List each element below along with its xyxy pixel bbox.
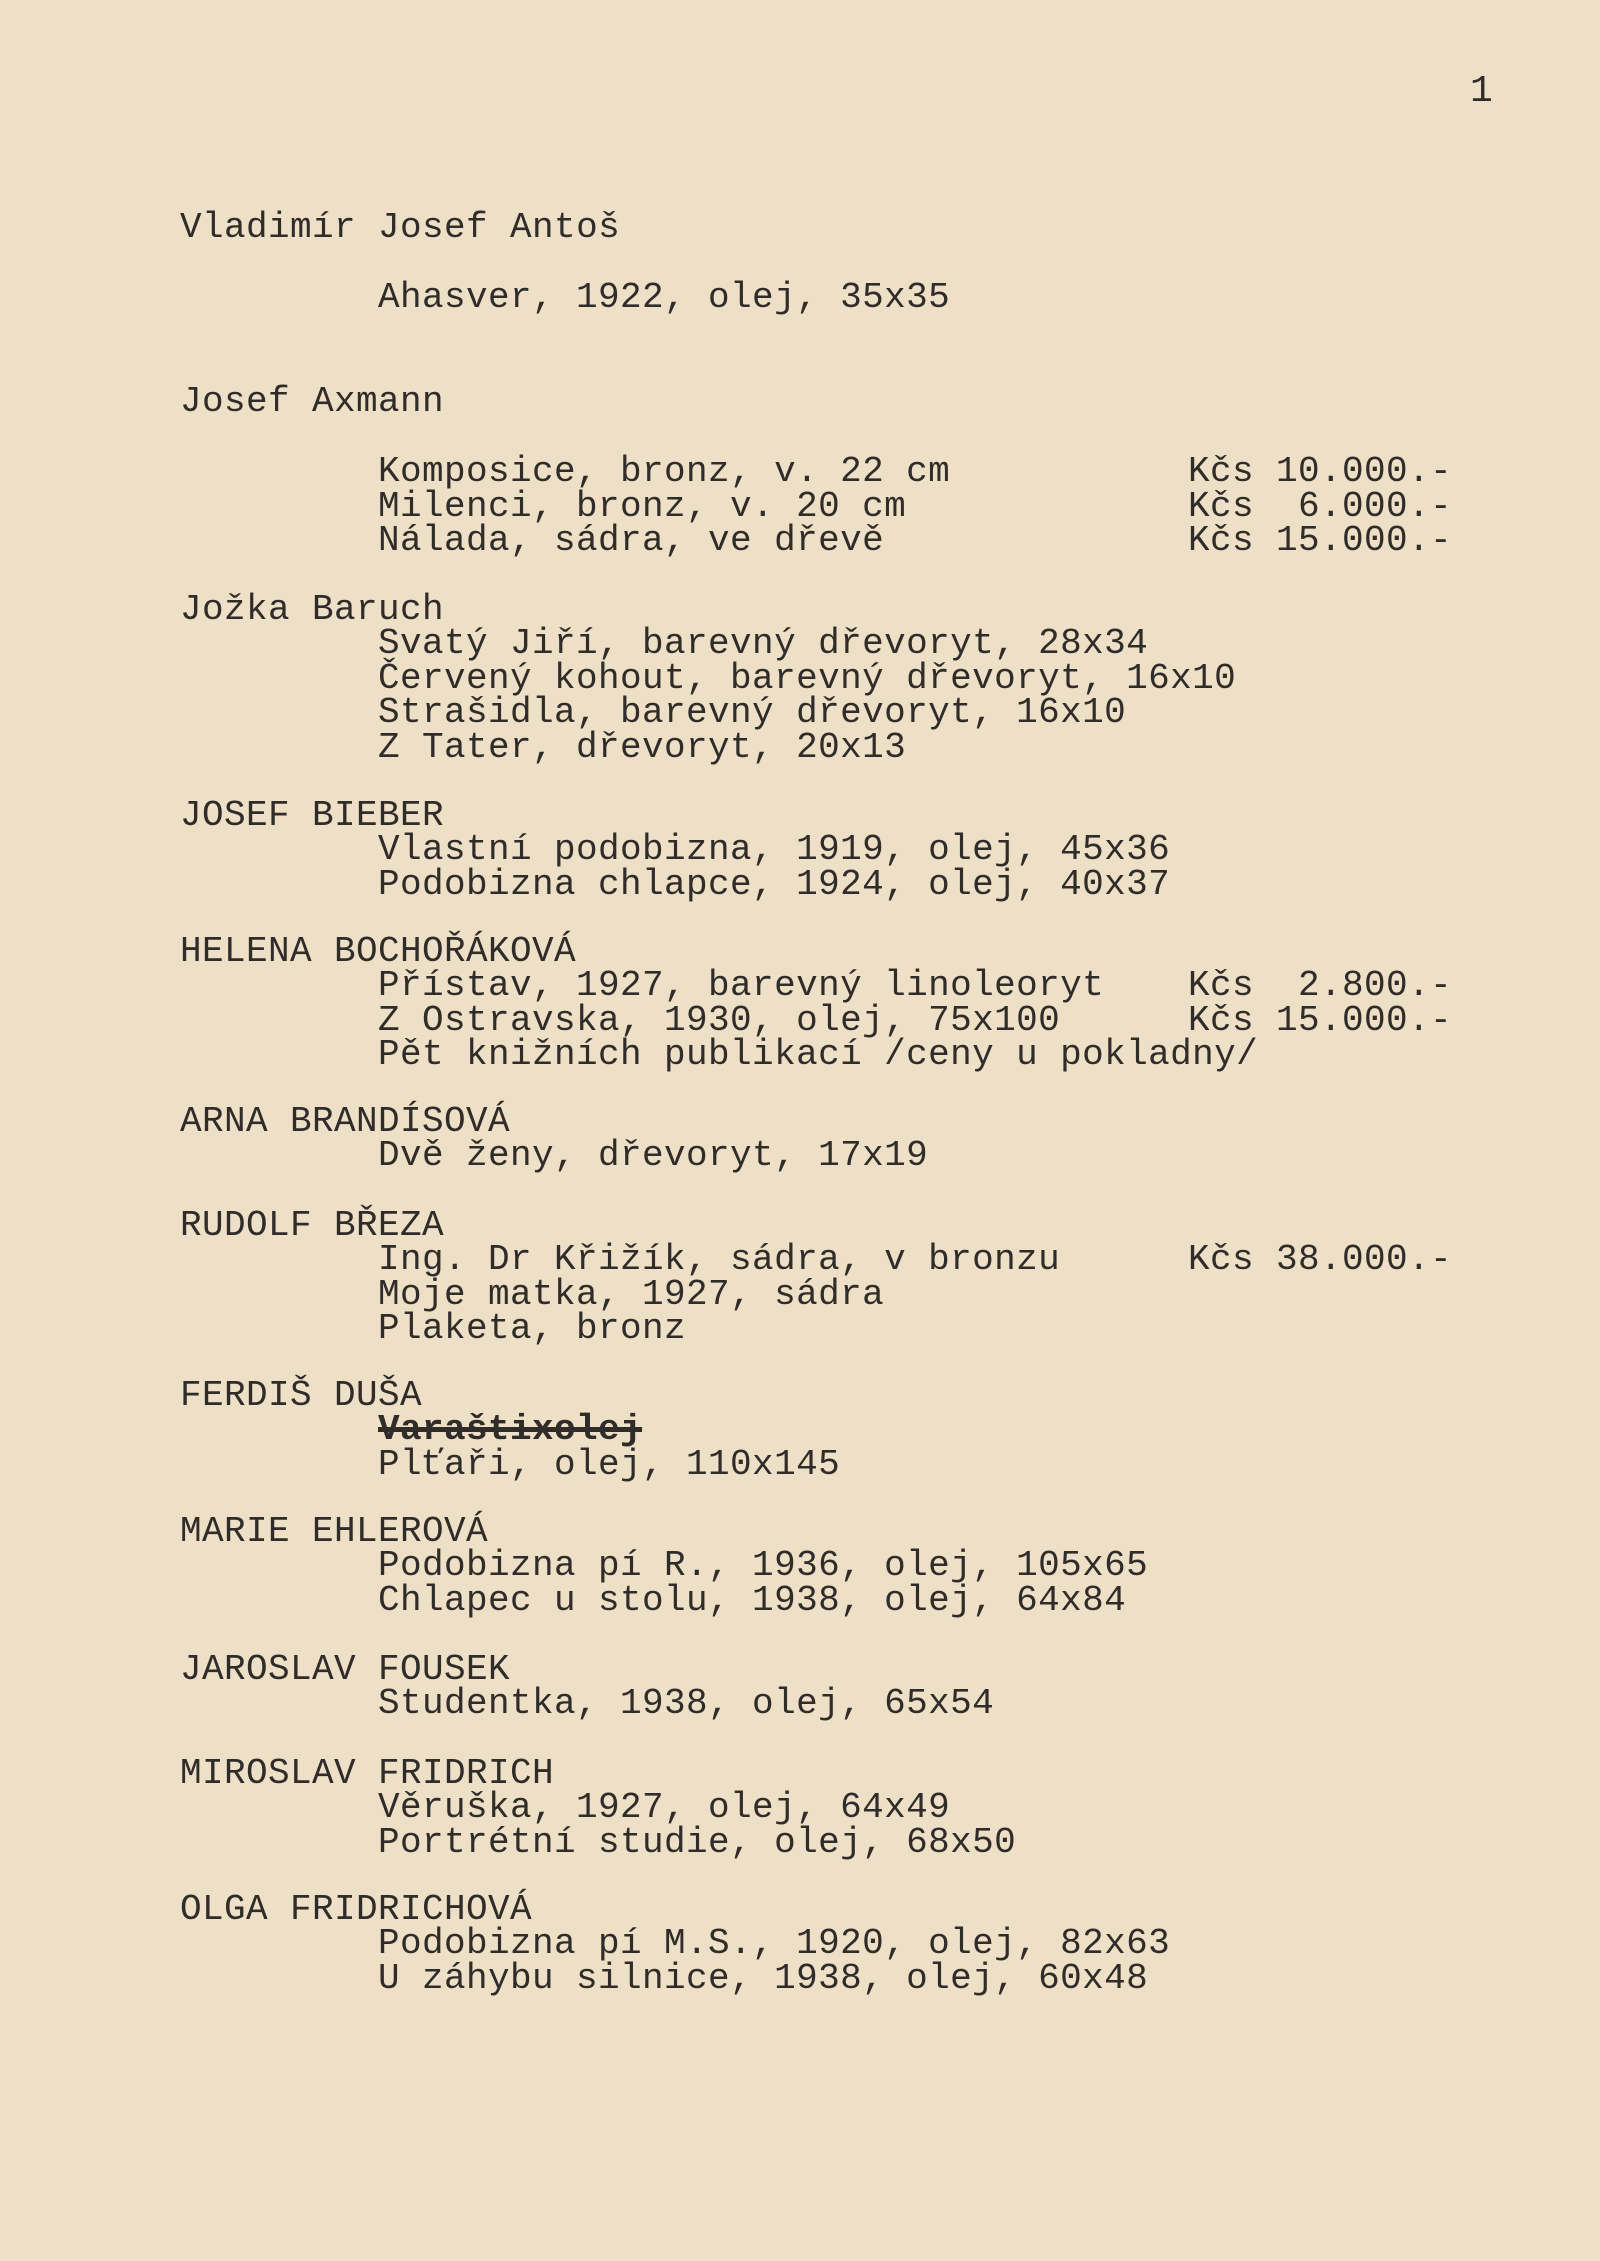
artist-name: Jožka Baruch [180, 589, 445, 630]
artwork-entry: Přístav, 1927, barevný linoleoryt [378, 965, 1105, 1006]
artwork-price: Kčs 15.000.- [1188, 999, 1453, 1041]
artwork-entry: Moje matka, 1927, sádra [378, 1273, 885, 1315]
artwork-entry: Z Ostravska, 1930, olej, 75x100 [378, 999, 1061, 1041]
artwork-entry: Strašidla, barevný dřevoryt, 16x10 [378, 692, 1127, 733]
artwork-entry: Věruška, 1927, olej, 64x49 [378, 1787, 951, 1828]
artwork-entry: Plťaři, olej, 110x145 [378, 1443, 841, 1485]
artwork-entry: Ing. Dr Křižík, sádra, v bronzu [378, 1239, 1061, 1280]
artist-name: ARNA BRANDÍSOVÁ [180, 1101, 511, 1142]
artist-name: OLGA FRIDRICHOVÁ [180, 1889, 533, 1930]
artist-name: JAROSLAV FOUSEK [180, 1649, 511, 1690]
artwork-entry: Červený kohout, barevný dřevoryt, 16x10 [378, 657, 1237, 699]
artist-name: HELENA BOCHOŘÁKOVÁ [180, 931, 577, 972]
artist-name: JOSEF BIEBER [180, 795, 445, 836]
artwork-entry: Portrétní studie, olej, 68x50 [378, 1821, 1017, 1863]
artist-name: MIROSLAV FRIDRICH [180, 1753, 555, 1794]
artist-name: Josef Axmann [180, 381, 445, 422]
artwork-entry: Nálada, sádra, ve dřevě [378, 520, 885, 561]
artwork-entry: Vlastní podobizna, 1919, olej, 45x36 [378, 829, 1171, 870]
artist-name: FERDIŠ DUŠA [180, 1375, 423, 1416]
artwork-entry: Milenci, bronz, v. 20 cm [378, 485, 907, 527]
artwork-entry: Komposice, bronz, v. 22 cm [378, 451, 951, 492]
artist-name: Vladimír Josef Antoš [180, 207, 621, 248]
artwork-entry: Podobizna pí M.S., 1920, olej, 82x63 [378, 1923, 1171, 1964]
artwork-price: Kčs 6.000.- [1188, 485, 1453, 527]
artwork-entry: U záhybu silnice, 1938, olej, 60x48 [378, 1957, 1149, 1999]
artwork-entry: Dvě ženy, dřevoryt, 17x19 [378, 1135, 929, 1176]
artist-name: RUDOLF BŘEZA [180, 1205, 445, 1246]
artwork-price: Kčs 2.800.- [1188, 965, 1453, 1006]
artwork-entry: Podobizna chlapce, 1924, olej, 40x37 [378, 863, 1171, 905]
artwork-entry: Svatý Jiří, barevný dřevoryt, 28x34 [378, 623, 1149, 664]
page-number: 1 [1470, 70, 1494, 113]
artwork-entry: Studentka, 1938, olej, 65x54 [378, 1683, 995, 1724]
artwork-entry: Ahasver, 1922, olej, 35x35 [378, 277, 951, 318]
artist-name: MARIE EHLEROVÁ [180, 1511, 489, 1552]
artwork-entry: Podobizna pí R., 1936, olej, 105x65 [378, 1545, 1149, 1586]
artwork-price: Kčs 15.000.- [1188, 520, 1453, 561]
crossed-out-work: Varaštixolej [378, 1409, 643, 1450]
artwork-price: Kčs 10.000.- [1188, 451, 1453, 492]
artwork-entry: Plaketa, bronz [378, 1308, 687, 1349]
artwork-entry: Pět knižních publikací /ceny u pokladny/ [378, 1034, 1259, 1075]
artwork-entry: Chlapec u stolu, 1938, olej, 64x84 [378, 1579, 1127, 1621]
artwork-price: Kčs 38.000.- [1188, 1239, 1453, 1280]
artwork-entry: Z Tater, dřevoryt, 20x13 [378, 726, 907, 768]
